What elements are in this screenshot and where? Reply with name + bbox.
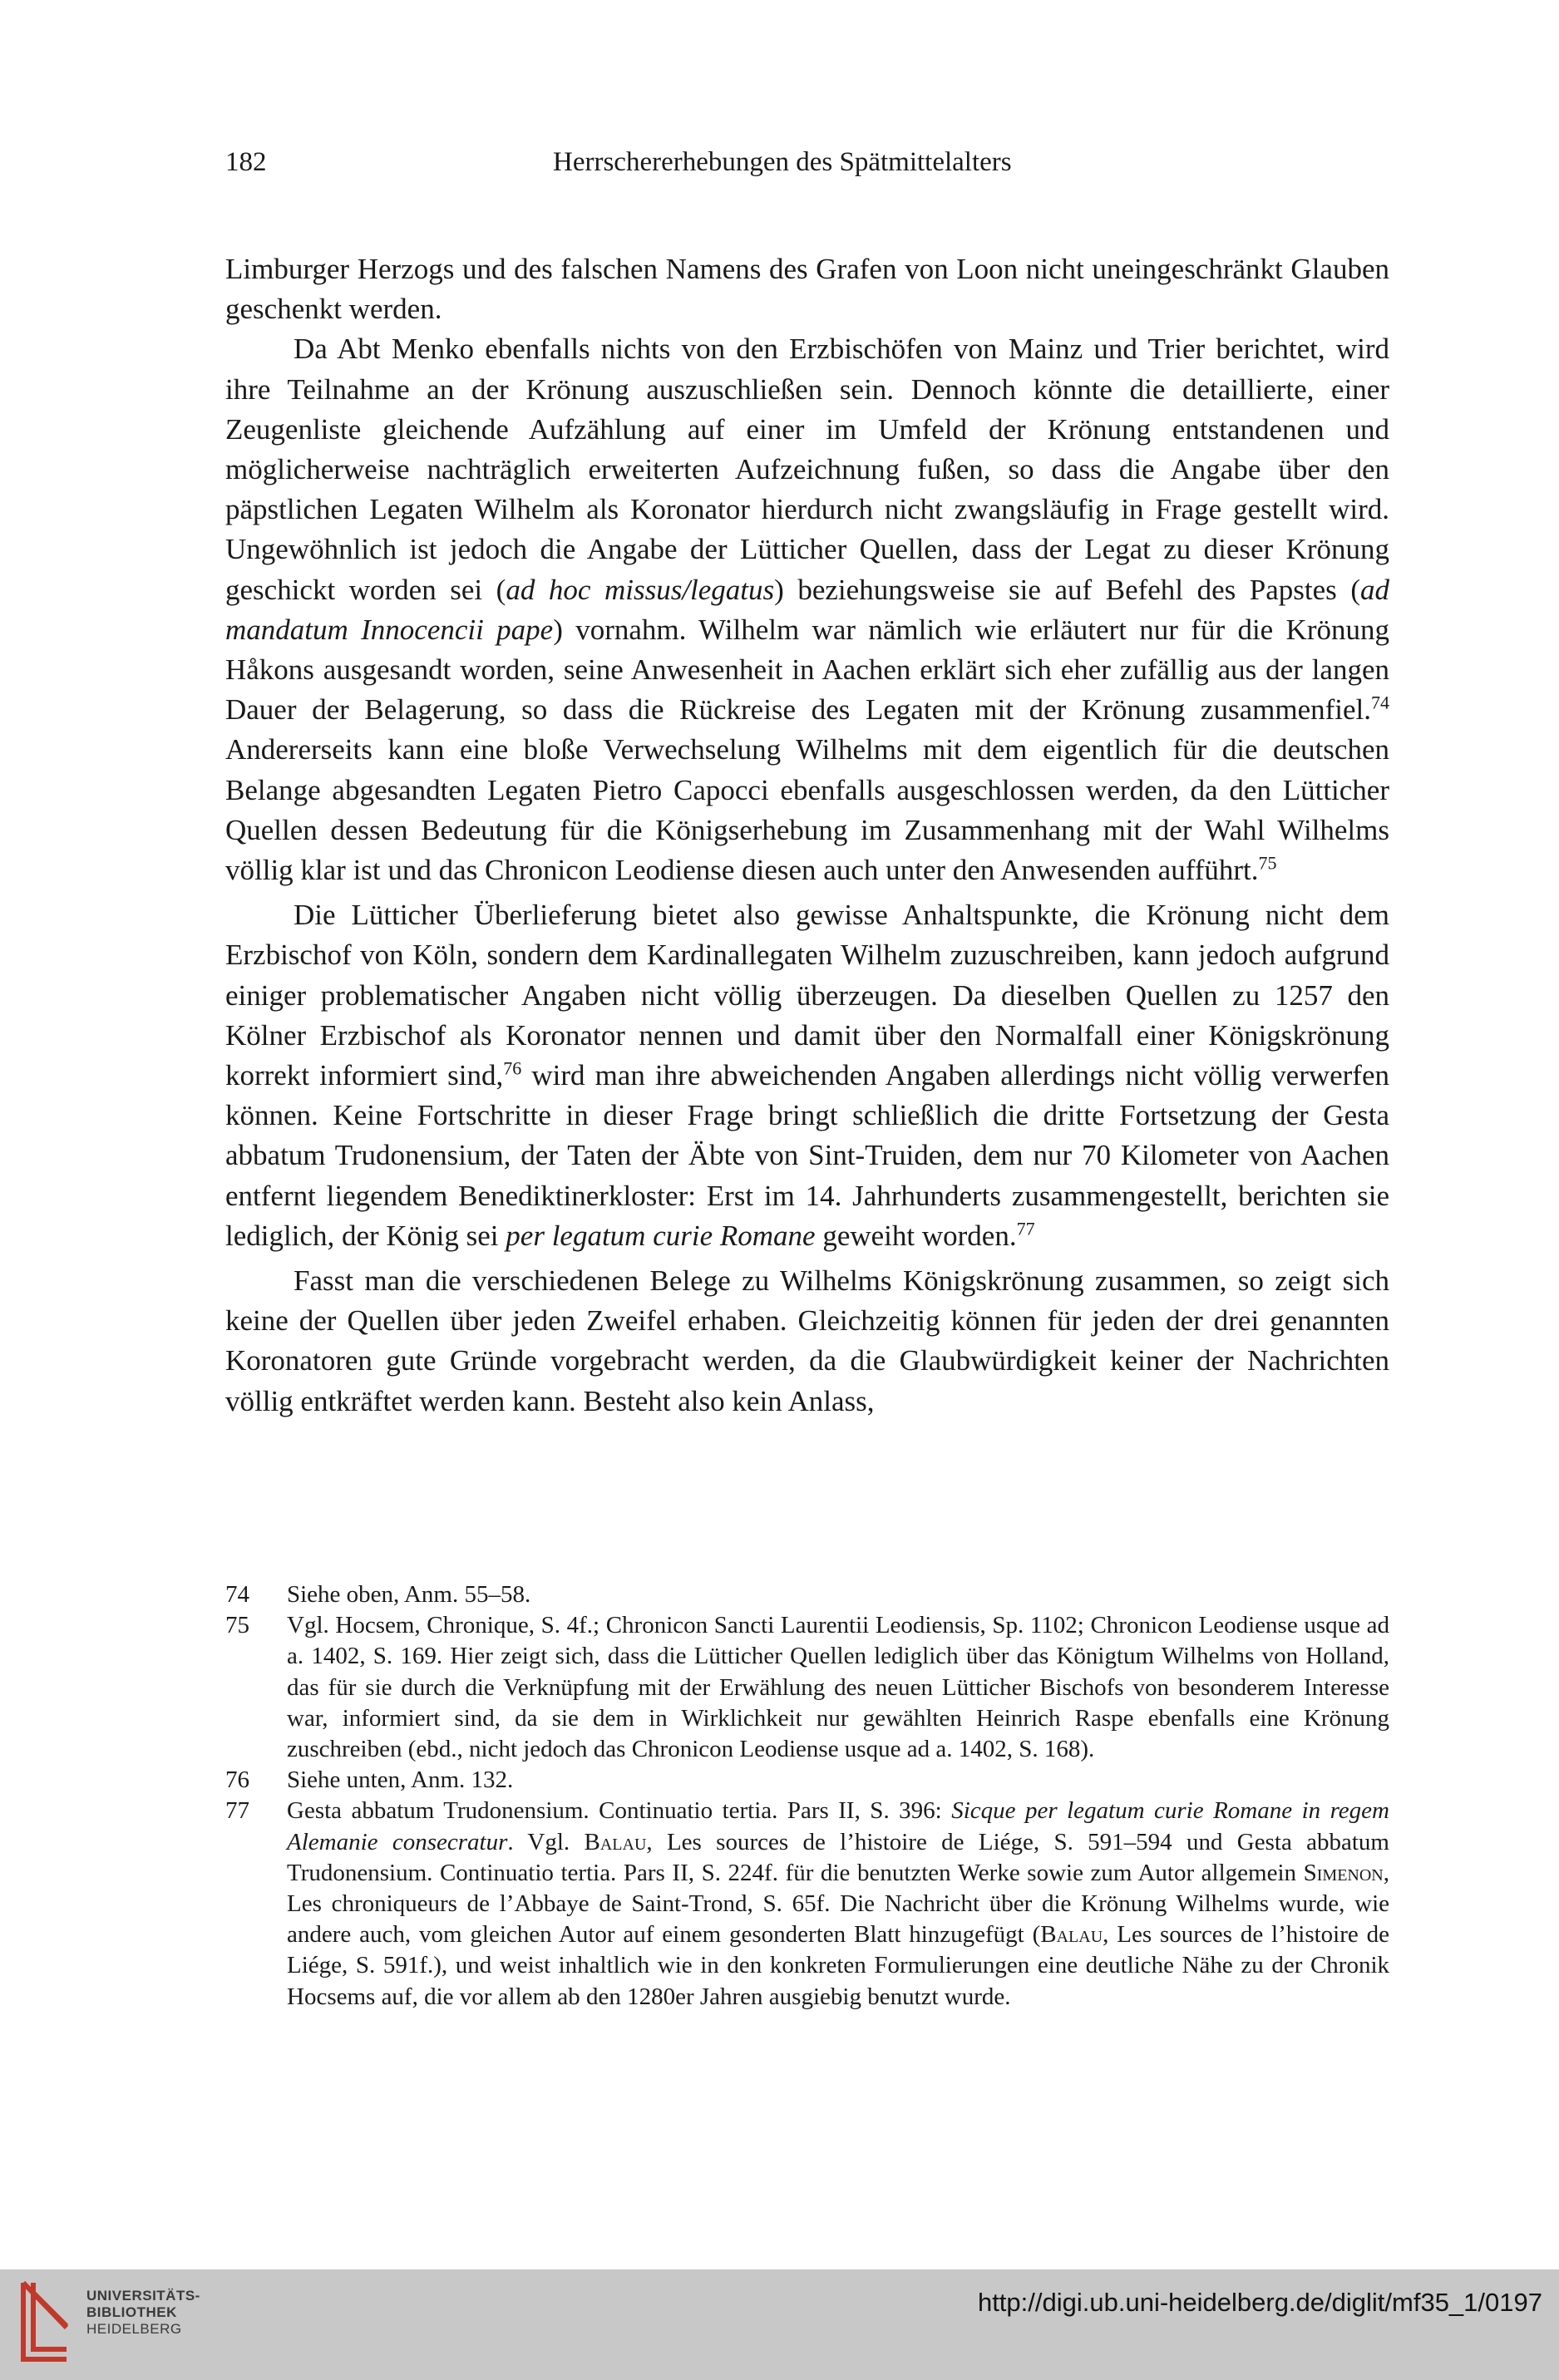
library-name [86, 2288, 200, 2338]
footnote-ref-77[interactable]: 77 [1016, 1218, 1035, 1239]
footnotes [225, 1579, 1389, 2013]
author-name: Balau [584, 1828, 647, 1855]
paragraph-text: Fasst man die verschiedenen Belege zu Wilhelms Königskrönung zusammen, so zeigt sich keine der Quellen über jeden Zweifel erhaben. Gleichzeitig können für jeden der drei genannten Koronatoren gute Gründe vorgebracht werden, da die Glaubwürdigkeit keiner der Nachrichten völlig entkräftet werden kann. Besteht also kein Anlass, [225, 1264, 1389, 1417]
paragraph-text: Die Lütticher Überlieferung bietet also gewisse Anhaltspunkte, die Krönung nicht dem Erzbischof von Köln, sondern dem Kardinallegaten Wilhelm zuzuschreiben, kann jedoch aufgrund einiger problematischer Angaben nicht völlig überzeugen. Da dieselben Quellen zu 1257 den Kölner Erzbischof als Koronator nennen und damit über den Normalfall einer Königskrönung korrekt informiert sind, [225, 899, 1389, 1092]
footnote-text: Vgl. Hocsem, Chronique, S. 4f.; Chronicon Sancti Laurentii Leodiensis, Sp. 1102; Chronicon Leodiense usque ad a. 1402, S. 169. Hier zeigt sich, dass die Lütticher Quellen lediglich über das Königtum Wilhelms von Holland, das für sie durch die Verknüpfung mit der Erwählung des neuen Lütticher Bischofs von besonderem Interesse war, informiert sind, da sie dem in Wirklichkeit nur gewählten Heinrich Raspe ebenfalls eine Krönung zuschreiben (ebd., nicht jedoch das Chronicon Leodiense usque ad a. 1402, S. 168). [287, 1612, 1389, 1763]
paragraph-2 [225, 329, 1389, 890]
footnote-number: 75 [225, 1612, 249, 1639]
page-number: 182 [225, 147, 267, 177]
footnote-text: Siehe oben, Anm. 55–58. [287, 1581, 531, 1608]
footnote-text: Gesta abbatum Trudonensium. Continuatio tertia. Pars II, S. 396: [287, 1797, 952, 1825]
library-name-line: BIBLIOTHEK [86, 2304, 177, 2320]
author-name: Balau [1040, 1921, 1103, 1949]
footnote-ref-74[interactable]: 74 [1371, 692, 1389, 713]
paragraph-text: ) vornahm. Wilhelm war nämlich wie erläutert nur für die Krönung Håkons ausgesandt worden, seine Anwesenheit in Aachen erklärt sich eher zufällig aus der langen Dauer der Belagerung, so dass die Rückreise des Legaten mit der Krönung zusammenfiel. [225, 613, 1389, 727]
paragraph-1 [225, 249, 1389, 329]
footnote-number: 77 [225, 1797, 249, 1825]
main-text [225, 249, 1389, 1422]
author-name: Simenon [1303, 1859, 1384, 1886]
footnote-text: , Les sources de l’histoire de Liége, S. 591f.), und weist inhaltlich wie in den konkreten Formulierungen eine deutliche Nähe zu der Chronik Hocsems auf, die vor allem ab den 1280er Jahren ausgiebig benutzt wurde. [287, 1921, 1389, 2010]
paragraph-4 [225, 1261, 1389, 1422]
footnote-number: 74 [225, 1581, 249, 1608]
paragraph-text: geweiht worden. [815, 1219, 1017, 1252]
paragraph-3 [225, 895, 1389, 1256]
footnote-ref-75[interactable]: 75 [1258, 852, 1277, 874]
paragraph-text: Andererseits kann eine bloße Verwechselung Wilhelms mit dem eigentlich für die deutschen Belange abgesandten Legaten Pietro Capocci ebenfalls ausgeschlossen werden, da den Lütticher Quellen dessen Bedeutung für die Königserhebung im Zusammenhang mit der Wahl Wilhelms völlig klar ist und das Chronicon Leodiense diesen auch unter den Anwesenden aufführt. [225, 733, 1389, 887]
footer-bar [0, 2269, 1559, 2380]
footnote-ref-76[interactable]: 76 [503, 1057, 522, 1079]
footnote-77 [225, 1796, 1389, 2012]
running-title: Herrschererhebungen des Spätmittelalters [553, 147, 1012, 177]
library-name-line: UNIVERSITÄTS- [86, 2288, 200, 2304]
latin-quote: ad hoc missus/legatus [506, 573, 775, 606]
footnote-text: . Vgl. [507, 1828, 585, 1855]
paragraph-text: Limburger Herzogs und des falschen Namens des Grafen von Loon nicht uneingeschränkt Glauben geschenkt werden. [225, 253, 1389, 326]
paragraph-text: Da Abt Menko ebenfalls nichts von den Erzbischöfen von Mainz und Trier berichtet, wird ihre Teilnahme an der Krönung auszuschließen sein. Dennoch könnte die detaillierte, einer Zeugenliste gleichende Aufzählung auf einer im Umfeld der Krönung entstandenen und möglicherweise nachträglich erweiterten Aufzeichnung fußen, so dass die Angabe über den päpstlichen Legaten Wilhelm als Koronator hierdurch nicht zwangsläufig in Frage gestellt wird. Ungewöhnlich ist jedoch die Angabe der Lütticher Quellen, dass der Legat zu dieser Krönung geschickt worden sei ( [225, 333, 1389, 606]
library-logo-icon[interactable] [18, 2279, 72, 2363]
paragraph-text: wird man ihre abweichenden Angaben allerdings nicht völlig verwerfen können. Keine Fortschritte in dieser Frage bringt schließlich die dritte Fortsetzung der Gesta abbatum Trudonensium, der Taten der Äbte von Sint-Truiden, dem nur 70 Kilometer von Aachen entfernt liegendem Benediktinerkloster: Erst im 14. Jahrhunderts zusammengestellt, berichten sie lediglich, der König sei [225, 1059, 1390, 1252]
footnote-text: Siehe unten, Anm. 132. [287, 1767, 514, 1794]
paragraph-text: ) beziehungsweise sie auf Befehl des Papstes ( [774, 573, 1360, 606]
footnote-text: , Les chroniqueurs de l’Abbaye de Saint-Trond, S. 65f. Die Nachricht über die Krönung Wilhelms wurde, wie andere auch, vom gleichen Autor auf einem gesonderten Blatt hinzugefügt ( [287, 1859, 1389, 1949]
footnote-74 [225, 1579, 1389, 1610]
footnote-75 [225, 1610, 1389, 1765]
footnote-text: , Les sources de l’histoire de Liége, S. 591–594 und Gesta abbatum Trudonensium. Continuatio tertia. Pars II, S. 224f. für die benutzten Werke sowie zum Autor allgemein [287, 1828, 1389, 1886]
footnote-76 [225, 1765, 1389, 1796]
footnote-number: 76 [225, 1767, 249, 1794]
latin-quote: per legatum curie Romane [506, 1219, 816, 1252]
library-name-line: HEIDELBERG [86, 2321, 182, 2337]
latin-quote: Sicque per legatum curie Romane in regem Alemanie consecratur [287, 1797, 1389, 1855]
permalink-url[interactable]: http://digi.ub.uni-heidelberg.de/diglit/mf35_1/0197 [977, 2288, 1542, 2317]
latin-quote: ad mandatum Innocencii pape [225, 573, 1389, 646]
